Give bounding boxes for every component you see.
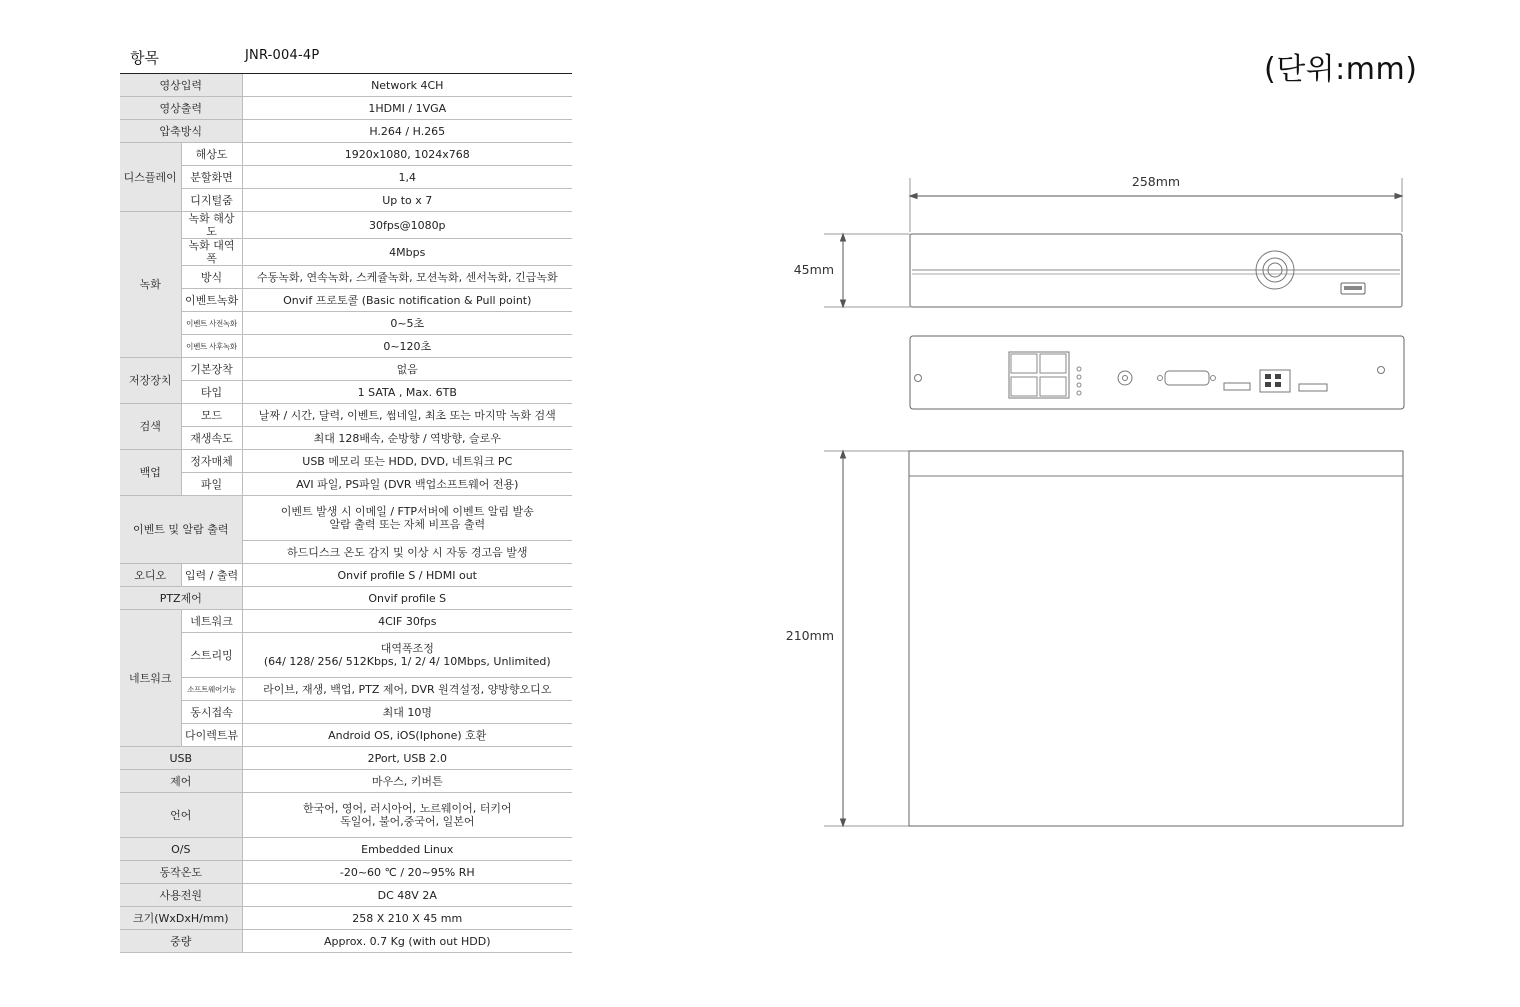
- row-subcategory: 스트리밍: [181, 633, 242, 678]
- row-category: 압축방식: [120, 120, 242, 143]
- vga-port: [1165, 371, 1209, 385]
- row-value: 1HDMI / 1VGA: [242, 97, 572, 120]
- row-value-line: 독일어, 불어,중국어, 일본어: [340, 815, 475, 828]
- row-category: 저장장치: [120, 358, 181, 404]
- row-subcategory: 네트워크: [181, 610, 242, 633]
- row-value-line: 이벤트 발생 시 이메일 / FTP서버에 이벤트 알림 발송: [280, 505, 534, 518]
- row-value: AVI 파일, PS파일 (DVR 백업소프트웨어 전용): [242, 473, 572, 496]
- row-subcategory: 녹화 대역폭: [181, 239, 242, 266]
- row-value: 1 SATA , Max. 6TB: [242, 381, 572, 404]
- row-category: USB: [120, 747, 242, 770]
- row-value: Onvif profile S: [242, 587, 572, 610]
- top-view: [909, 451, 1403, 826]
- row-category: 영상출력: [120, 97, 242, 120]
- row-value: Up to x 7: [242, 189, 572, 212]
- row-value: Onvif 프로토콜 (Basic notification & Pull point): [242, 289, 572, 312]
- row-subcategory: 동시접속: [181, 701, 242, 724]
- row-category: 이벤트 및 알람 출력: [120, 496, 242, 564]
- row-category: 검색: [120, 404, 181, 450]
- row-subcategory: 이벤트녹화: [181, 289, 242, 312]
- arrow-right: [1395, 194, 1402, 199]
- unit-label: (단위:mm): [1264, 52, 1418, 87]
- row-subcategory: 다이렉트뷰: [181, 724, 242, 747]
- rear-panel: [910, 336, 1404, 409]
- row-category: 동작온도: [120, 861, 242, 884]
- row-value: -20~60 ℃ / 20~95% RH: [242, 861, 572, 884]
- arrow-down-depth: [841, 819, 846, 826]
- row-category: PTZ제어: [120, 587, 242, 610]
- row-value: 4CIF 30fps: [242, 610, 572, 633]
- row-category: 네트워크: [120, 610, 181, 747]
- power-jack: [1118, 371, 1132, 385]
- arrow-left: [910, 194, 917, 199]
- row-subcategory: 정자매체: [181, 450, 242, 473]
- row-subcategory: 이벤트 사후녹화: [181, 335, 242, 358]
- arrow-up-depth: [841, 451, 846, 458]
- row-subcategory: 분할화면: [181, 166, 242, 189]
- row-category: O/S: [120, 838, 242, 861]
- alarm-pin-2: [1275, 374, 1281, 379]
- row-subcategory: 입력 / 출력: [181, 564, 242, 587]
- row-value: 라이브, 재생, 백업, PTZ 제어, DVR 원격설정, 양방향오디오: [242, 678, 572, 701]
- row-subcategory: 파일: [181, 473, 242, 496]
- alarm-pin-3: [1265, 382, 1271, 387]
- rear-screw-right: [1378, 367, 1385, 374]
- width-label: 258mm: [1131, 174, 1181, 189]
- power-jack-pin: [1123, 376, 1128, 381]
- lan-port-1: [1011, 354, 1037, 373]
- row-value: 날짜 / 시간, 달력, 이벤트, 썸네일, 최초 또는 마지막 녹화 검색: [242, 404, 572, 427]
- row-subcategory: 이벤트 사전녹화: [181, 312, 242, 335]
- rear-screw-left: [915, 375, 922, 382]
- row-subcategory: 디지털줌: [181, 189, 242, 212]
- lan-port-2: [1040, 354, 1066, 373]
- row-value: 하드디스크 온도 감지 및 이상 시 자동 경고음 발생: [242, 541, 572, 564]
- row-value: 마우스, 키버튼: [242, 770, 572, 793]
- hdmi-port: [1224, 383, 1250, 390]
- row-value: 0~5초: [242, 312, 572, 335]
- vga-screw-right: [1211, 376, 1216, 381]
- row-value-line: 대역폭조정: [380, 642, 434, 655]
- front-usb-port-inner: [1344, 286, 1362, 290]
- row-category: 중량: [120, 930, 242, 953]
- row-value-line: (64/ 128/ 256/ 512Kbps, 1/ 2/ 4/ 10Mbps, Unlimited): [263, 655, 551, 668]
- row-value: 4Mbps: [242, 239, 572, 266]
- led-3: [1077, 383, 1081, 387]
- row-value: 0~120초: [242, 335, 572, 358]
- vga-screw-left: [1158, 376, 1163, 381]
- row-category: 사용전원: [120, 884, 242, 907]
- row-category: 녹화: [120, 212, 181, 358]
- row-category: 디스플레이: [120, 143, 181, 212]
- row-value: Approx. 0.7 Kg (with out HDD): [242, 930, 572, 953]
- row-category: 백업: [120, 450, 181, 496]
- row-value: Embedded Linux: [242, 838, 572, 861]
- row-value: 30fps@1080p: [242, 212, 572, 239]
- row-value: 258 X 210 X 45 mm: [242, 907, 572, 930]
- row-subcategory: 재생속도: [181, 427, 242, 450]
- lan-port-4: [1040, 377, 1066, 396]
- row-value: Network 4CH: [242, 74, 572, 97]
- row-subcategory: 해상도: [181, 143, 242, 166]
- row-value: DC 48V 2A: [242, 884, 572, 907]
- row-value: Onvif profile S / HDMI out: [242, 564, 572, 587]
- row-subcategory: 기본장착: [181, 358, 242, 381]
- alarm-pin-4: [1275, 382, 1281, 387]
- header-item-label: 항목: [130, 49, 159, 67]
- row-value: 1,4: [242, 166, 572, 189]
- arrow-down: [841, 300, 846, 307]
- row-value: H.264 / H.265: [242, 120, 572, 143]
- row-subcategory: 모드: [181, 404, 242, 427]
- lan-port-3: [1011, 377, 1037, 396]
- arrow-up: [841, 234, 846, 241]
- row-subcategory: 소프트웨어기능: [181, 678, 242, 701]
- row-category: 오디오: [120, 564, 181, 587]
- row-subcategory: 방식: [181, 266, 242, 289]
- row-subcategory: 녹화 해상도: [181, 212, 242, 239]
- led-4: [1077, 391, 1081, 395]
- row-category: 제어: [120, 770, 242, 793]
- row-category: 영상입력: [120, 74, 242, 97]
- row-value-line: 알람 출력 또는 자체 비프음 출력: [329, 518, 486, 531]
- row-value: 최대 10명: [242, 701, 572, 724]
- row-category: 언어: [120, 793, 242, 838]
- row-value-line: 한국어, 영어, 러시아어, 노르웨이어, 터키어: [302, 802, 512, 815]
- lan-port-block: [1009, 352, 1069, 398]
- alarm-pin-1: [1265, 374, 1271, 379]
- height-label: 45mm: [793, 262, 834, 277]
- row-value: 2Port, USB 2.0: [242, 747, 572, 770]
- row-value: Android OS, iOS(Iphone) 호환: [242, 724, 572, 747]
- row-value: 수동녹화, 연속녹화, 스케쥴녹화, 모션녹화, 센서녹화, 긴급녹화: [242, 266, 572, 289]
- alarm-terminal: [1260, 370, 1290, 392]
- header-model-name: JNR-004-4P: [245, 48, 320, 63]
- row-value: 최대 128배속, 순방향 / 역방향, 슬로우: [242, 427, 572, 450]
- row-category: 크기(WxDxH/mm): [120, 907, 242, 930]
- row-value: 없음: [242, 358, 572, 381]
- depth-label: 210mm: [785, 628, 834, 643]
- led-2: [1077, 375, 1081, 379]
- row-subcategory: 타입: [181, 381, 242, 404]
- led-1: [1077, 367, 1081, 371]
- row-value: USB 메모리 또는 HDD, DVD, 네트워크 PC: [242, 450, 572, 473]
- rear-usb-port: [1299, 384, 1327, 391]
- row-value: 1920x1080, 1024x768: [242, 143, 572, 166]
